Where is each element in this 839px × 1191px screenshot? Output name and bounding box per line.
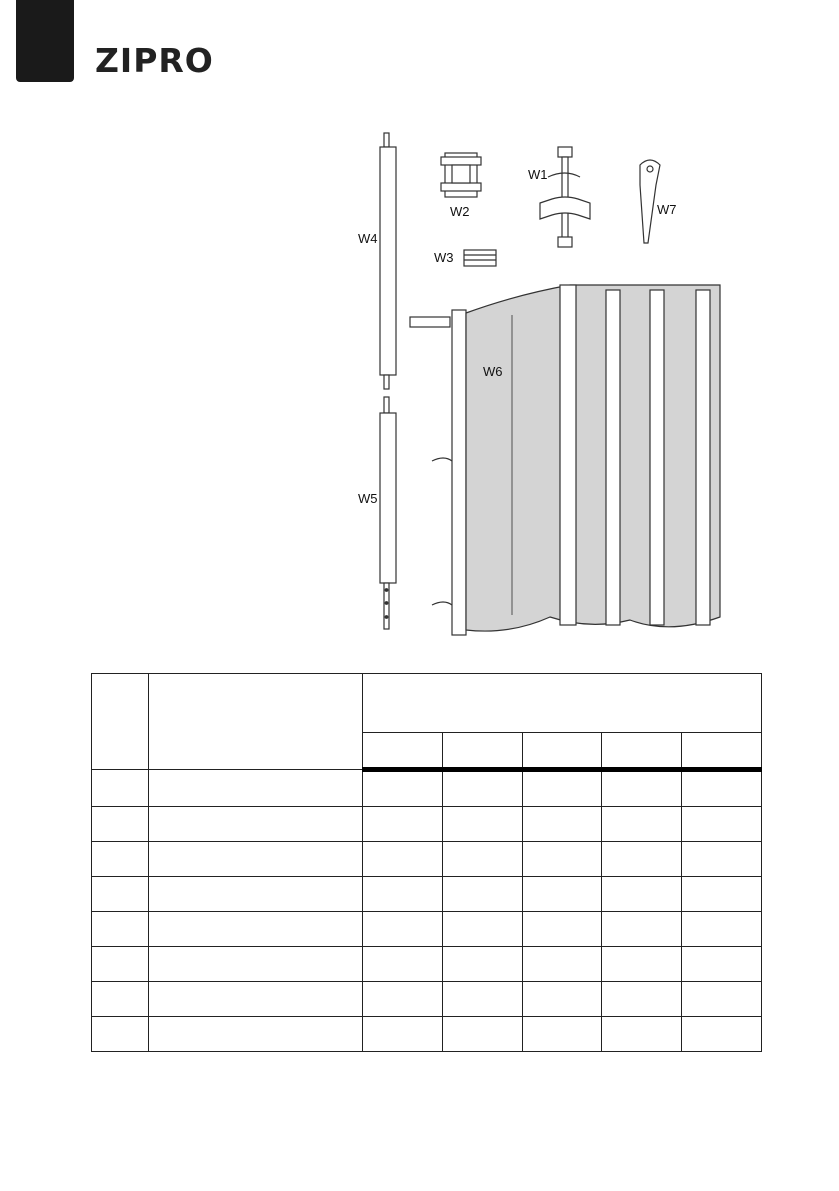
connector-w2 — [441, 153, 481, 197]
net-panel-w6 — [410, 285, 720, 635]
label-w5: W5 — [358, 491, 378, 506]
header-part-name — [149, 674, 363, 770]
label-w6: W6 — [483, 364, 503, 379]
table-row — [92, 947, 762, 982]
header-number — [92, 674, 149, 770]
table-row — [92, 982, 762, 1017]
table-row — [92, 877, 762, 912]
label-w4: W4 — [358, 231, 378, 246]
label-w7: W7 — [657, 202, 677, 217]
table-row — [92, 842, 762, 877]
cap-w3 — [464, 250, 496, 266]
parts-table — [91, 673, 762, 1052]
bolt-w1 — [540, 147, 590, 247]
label-w2: W2 — [450, 204, 470, 219]
header-qty-3 — [522, 733, 602, 770]
page-tab-marker — [16, 0, 74, 82]
pole-w5 — [380, 397, 396, 629]
table-row — [92, 770, 762, 807]
brand-logo: ZIPRO — [95, 41, 214, 80]
header-qty-2 — [442, 733, 522, 770]
header-qty-5 — [682, 733, 762, 770]
table-row — [92, 807, 762, 842]
table-row — [92, 1017, 762, 1052]
header-qty-4 — [602, 733, 682, 770]
header-qty-1 — [363, 733, 443, 770]
pole-w4 — [380, 133, 396, 389]
label-w3: W3 — [434, 250, 454, 265]
parts-illustration — [340, 125, 770, 665]
table-row — [92, 912, 762, 947]
header-quantity-group — [363, 674, 762, 733]
label-w1: W1 — [528, 167, 548, 182]
